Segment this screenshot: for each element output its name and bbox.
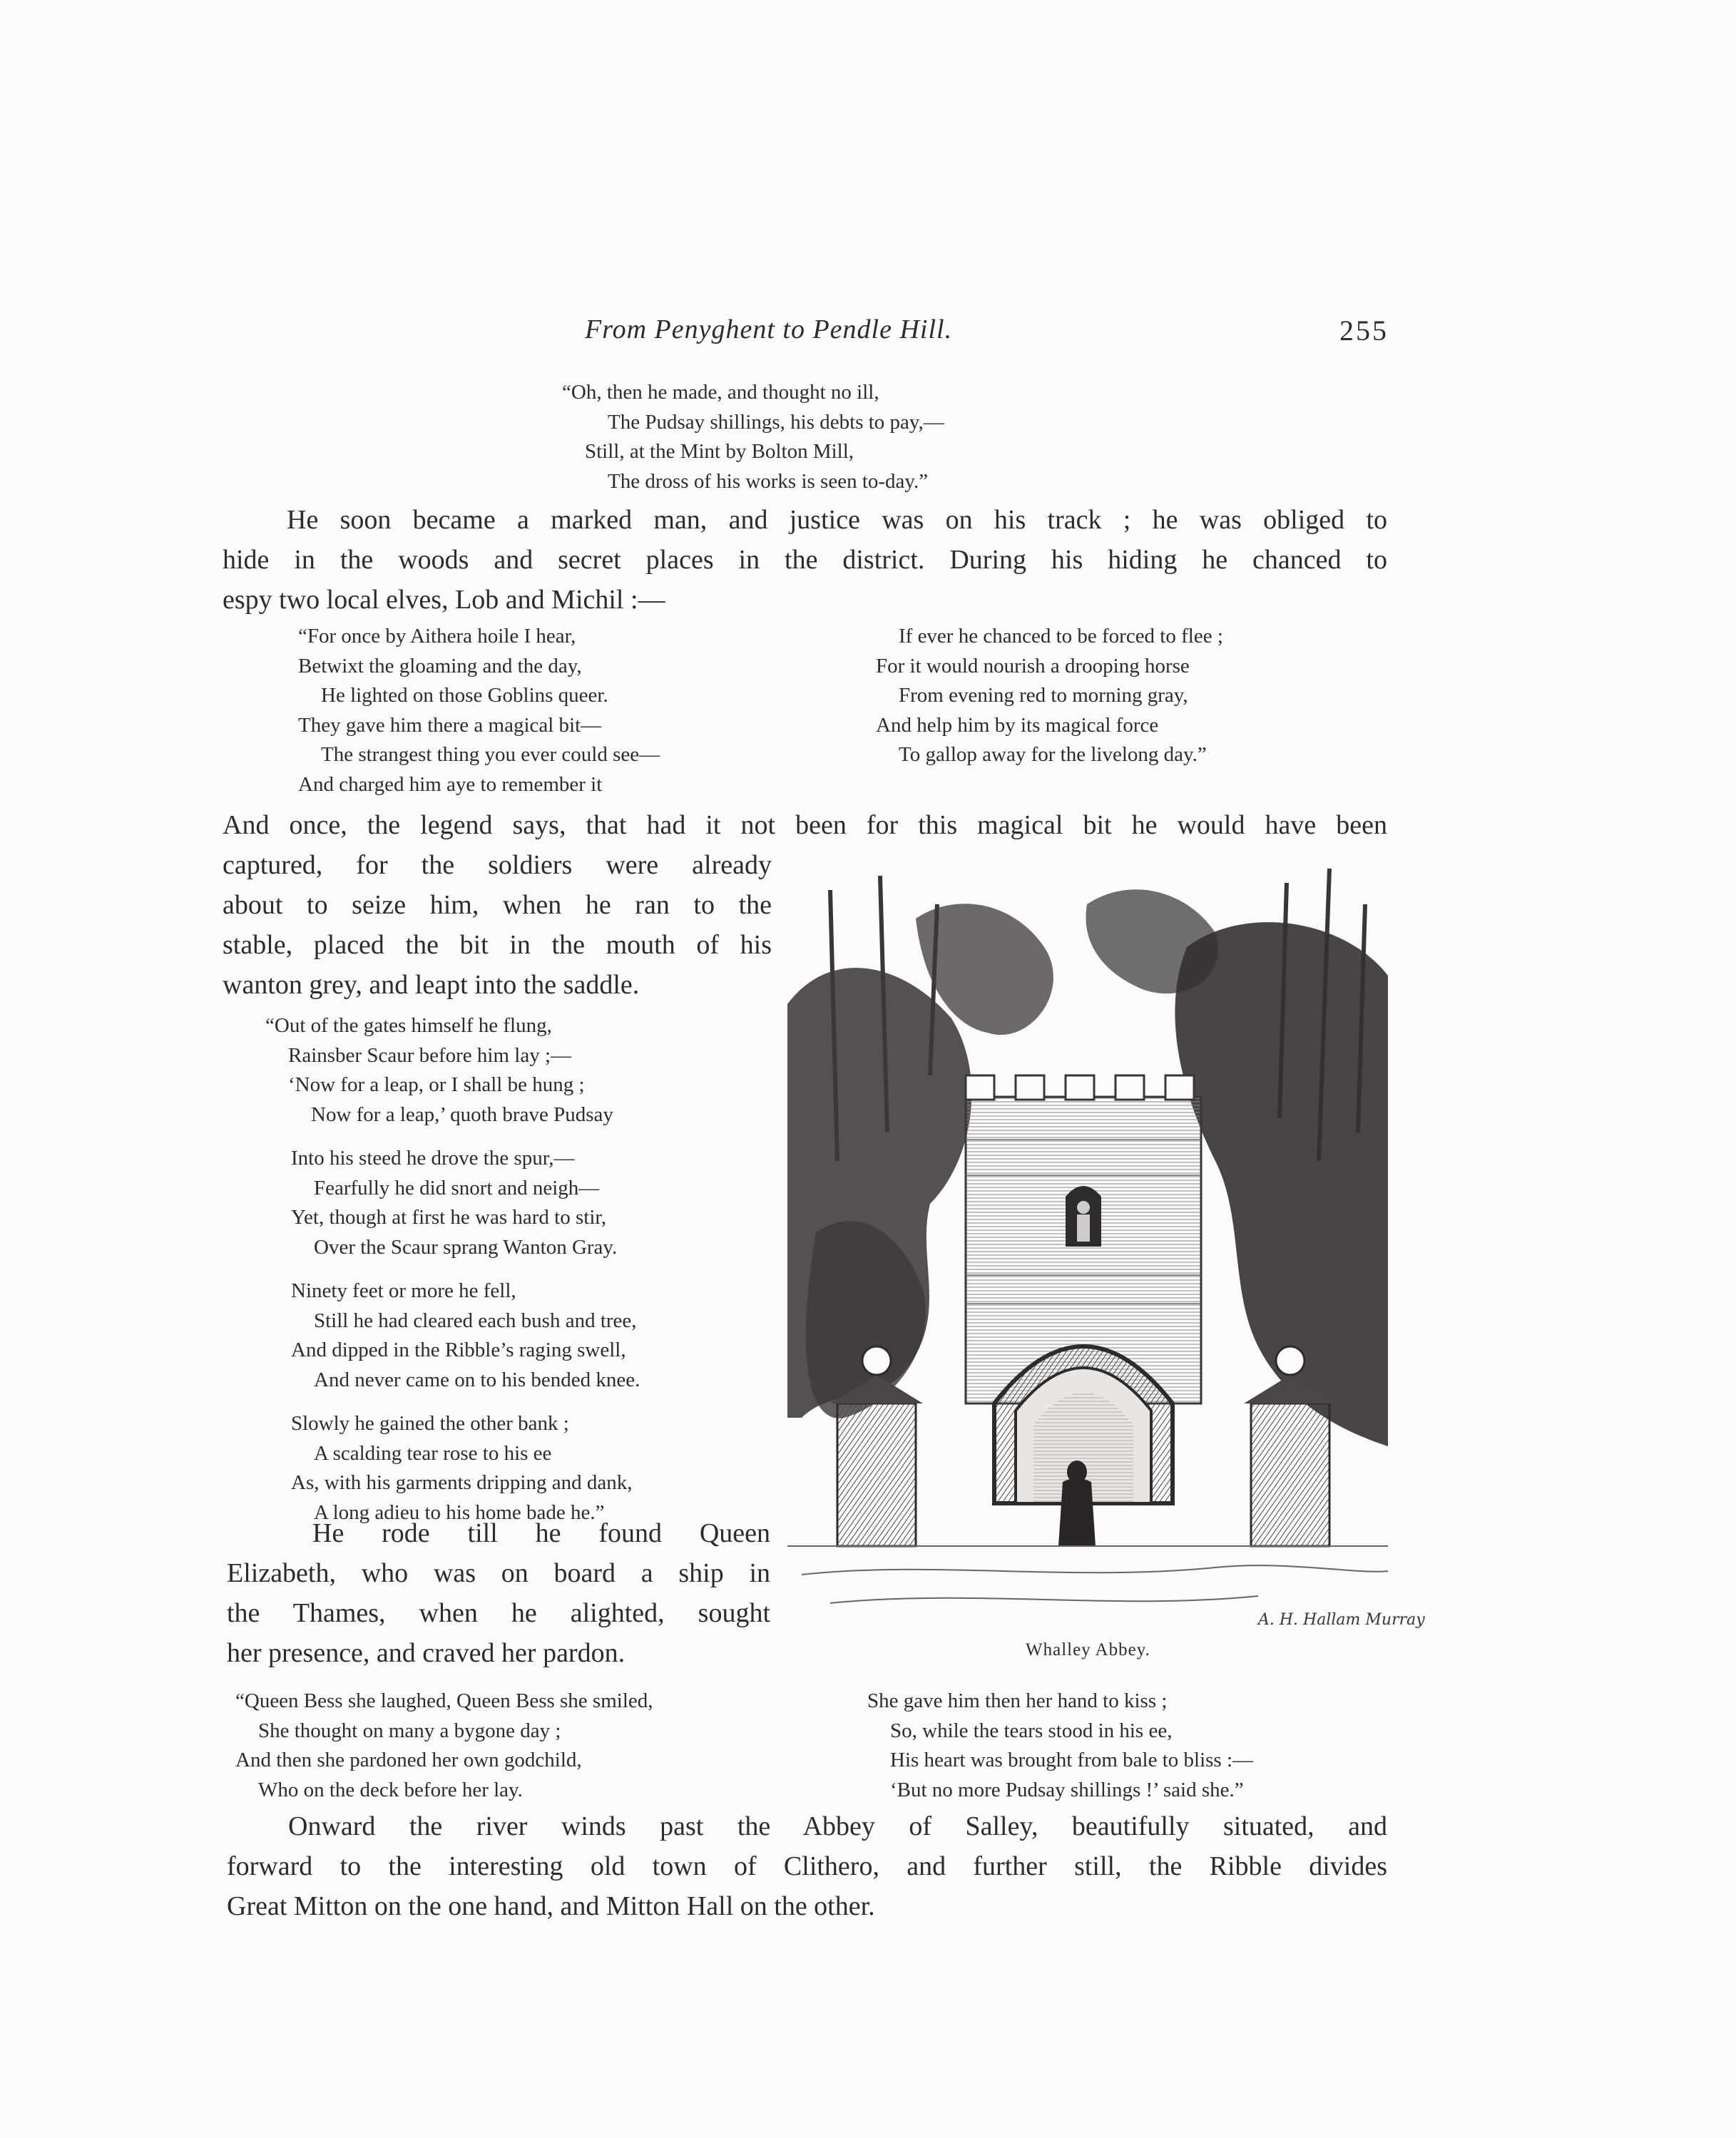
verse-leap [265,1011,640,1542]
verse-line: Ninety feet or more he fell, [291,1279,516,1302]
verse-line: Now for a leap,’ quoth brave Pudsay [311,1103,613,1126]
verse-line: His heart was brought from bale to bliss :— [890,1749,1254,1771]
stanza [265,1144,640,1262]
verse-line: He lighted on those Goblins queer. [321,684,608,707]
verse-line: ‘But no more Pudsay shillings !’ said she.” [890,1778,1244,1801]
verse-line: Betwixt the gloaming and the day, [298,654,582,677]
verse-line: Slowly he gained the other bank ; [291,1412,569,1435]
paragraph-queen [227,1513,770,1673]
stanza [265,1011,640,1130]
verse-line: Yet, though at first he was hard to stir, [291,1206,607,1229]
verse-line: For it would nourish a drooping horse [876,654,1190,677]
verse-line: Still he had cleared each bush and tree, [314,1309,637,1332]
verse-line: She gave him then her hand to kiss ; [867,1689,1168,1712]
prose-line: hide in the woods and secret places in the district. During his hiding he chanced to [223,545,1387,575]
verse-line: And help him by its magical force [876,713,1159,737]
prose-line: Onward the river winds past the Abbey of Salley, beautifully situated, and [288,1811,1387,1841]
prose-line: He rode till he found Queen [312,1518,770,1548]
prose-line: wanton grey, and leapt into the saddle. [223,970,640,1000]
stanza [265,1409,640,1528]
verse-line: Over the Scaur sprang Wanton Gray. [314,1235,618,1259]
whalley-abbey-illustration [787,861,1425,1633]
page-number: 255 [1339,314,1389,347]
illustration-caption: Whalley Abbey. [1026,1640,1150,1659]
verse-line: The Pudsay shillings, his debts to pay,— [608,410,944,434]
prose-line: the Thames, when he alighted, sought [227,1598,770,1628]
verse-line: Who on the deck before her lay. [258,1778,523,1801]
verse-line: A long adieu to his home bade he.” [314,1500,605,1524]
prose-line: And once, the legend says, that had it not been for this magical bit he would have been [223,810,1387,840]
verse-line: To gallop away for the livelong day.” [899,743,1207,766]
verse-line: So, while the tears stood in his ee, [890,1719,1173,1742]
verse-line: And dipped in the Ribble’s raging swell, [291,1339,626,1361]
verse-queen-left [235,1687,653,1805]
stanza [265,1277,640,1395]
prose-line: forward to the interesting old town of Clithero, and further still, the Ribble divides [227,1851,1387,1881]
prose-line: stable, placed the bit in the mouth of his [223,930,772,960]
verse-line: Rainsber Scaur before him lay ;— [288,1043,572,1067]
verse-line: “For once by Aithera hoile I hear, [298,625,576,648]
prose-line: espy two local elves, Lob and Michil :— [223,585,665,615]
verse-line: She thought on many a bygone day ; [258,1719,561,1742]
paragraph-river [227,1806,1387,1926]
verse-line: “Out of the gates himself he flung, [265,1014,552,1037]
verse-elves-right [876,622,1223,770]
verse-line: Into his steed he drove the spur,— [291,1147,575,1170]
verse-line: They gave him there a magical bit— [298,713,602,737]
paragraph-legend-narrow [223,845,772,1005]
paragraph-legend-lead [223,805,1387,845]
prose-line: captured, for the soldiers were already [223,850,772,880]
paragraph-hiding [223,500,1387,620]
prose-line: her presence, and craved her pardon. [227,1638,626,1668]
prose-line: about to seize him, when he ran to the [223,890,772,920]
verse-line: And charged him aye to remember it [298,772,603,796]
verse-line: The dross of his works is seen to-day.” [608,469,929,493]
verse-line: ‘Now for a leap, or I shall be hung ; [288,1073,585,1096]
verse-line: From evening red to morning gray, [899,684,1188,707]
verse-line: And then she pardoned her own godchild, [235,1749,582,1771]
running-header-title: From Penyghent to Pendle Hill. [585,314,953,344]
prose-line: He soon became a marked man, and justice was on his track ; he was obliged to [287,505,1387,535]
verse-queen-right [867,1687,1253,1805]
verse-elves-left [298,622,660,799]
verse-line: And never came on to his bended knee. [314,1368,640,1391]
verse-line: Fearfully he did snort and neigh— [314,1176,600,1200]
verse-opening [562,378,944,496]
verse-line: A scalding tear rose to his ee [314,1441,552,1465]
prose-line: Elizabeth, who was on board a ship in [227,1558,770,1588]
verse-line: “Queen Bess she laughed, Queen Bess she smiled, [235,1689,653,1712]
verse-line: If ever he chanced to be forced to flee ; [899,625,1223,648]
verse-line: The strangest thing you ever could see— [321,743,660,766]
verse-line: As, with his garments dripping and dank, [291,1471,633,1494]
verse-line: “Oh, then he made, and thought no ill, [562,381,879,404]
artist-signature: A. H. Hallam Murray [1258,1611,1425,1629]
verse-line: Still, at the Mint by Bolton Mill, [585,440,854,463]
prose-line: Great Mitton on the one hand, and Mitton Hall on the other. [227,1891,875,1921]
